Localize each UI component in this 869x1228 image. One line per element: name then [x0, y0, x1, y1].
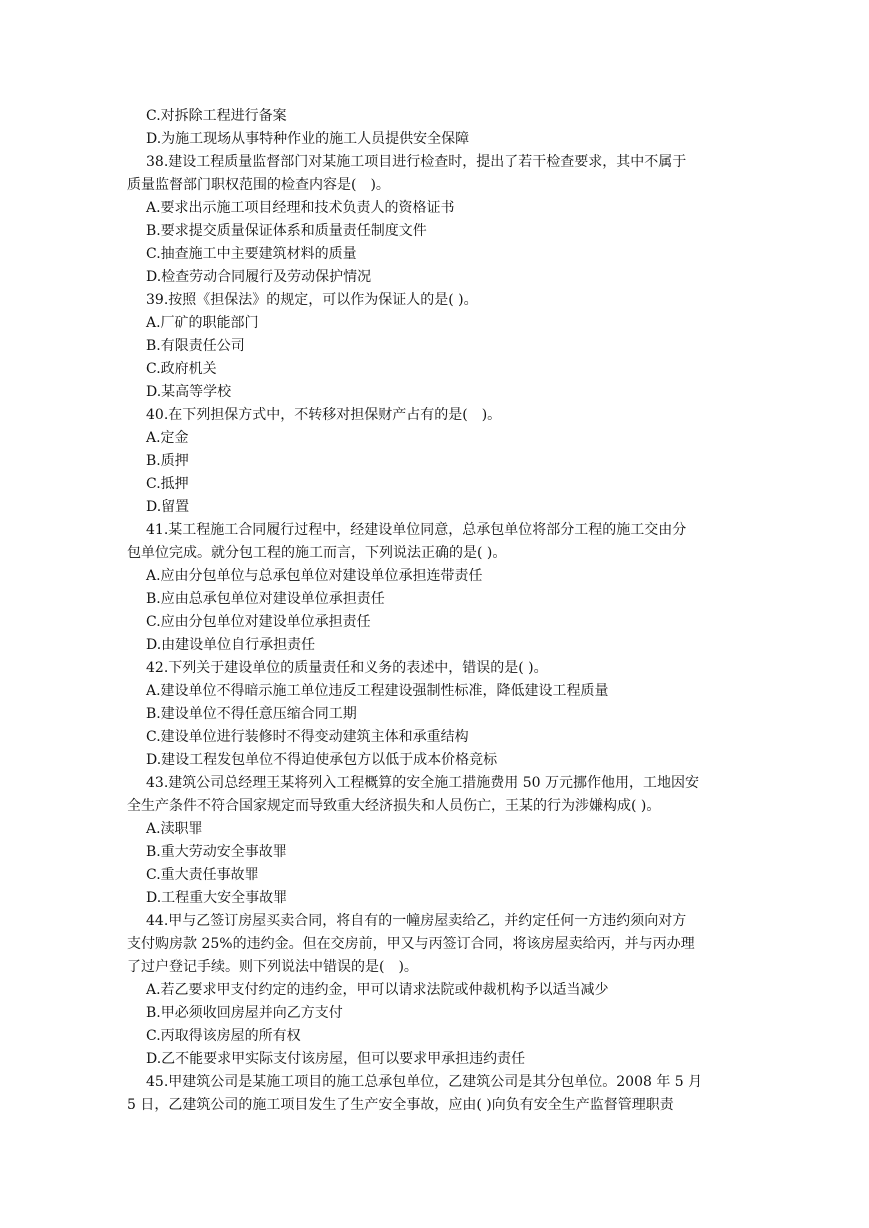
question-stem: 40.在下列担保方式中，不转移对担保财产占有的是( )。 [146, 407, 502, 423]
option-line: A.厂矿的职能部门 [146, 315, 259, 331]
question-stem-continuation: 了过户登记手续。则下列说法中错误的是( )。 [127, 959, 418, 975]
question-stem: 39.按照《担保法》的规定，可以作为保证人的是( )。 [146, 292, 478, 308]
option-line: B.有限责任公司 [146, 338, 245, 354]
option-line: B.应由总承包单位对建设单位承担责任 [146, 591, 385, 607]
question-stem-continuation: 支付购房款 25%的违约金。但在交房前，甲又与丙签订合同，将该房屋卖给丙，并与丙办理 [127, 936, 695, 952]
question-stem: 43.建筑公司总经理王某将列入工程概算的安全施工措施费用 50 万元挪作他用，工地因安 [146, 775, 699, 791]
option-line: C.抵押 [146, 476, 189, 492]
option-line: D.工程重大安全事故罪 [146, 890, 288, 906]
option-line: A.建设单位不得暗示施工单位违反工程建设强制性标准，降低建设工程质量 [146, 683, 609, 699]
option-line: C.应由分包单位对建设单位承担责任 [146, 614, 371, 630]
question-stem-continuation: 质量监督部门职权范围的检查内容是( )。 [127, 177, 390, 193]
question-stem-continuation: 5 日，乙建筑公司的施工项目发生了生产安全事故，应由( )向负有安全生产监督管理职责 [127, 1097, 674, 1113]
option-line: B.甲必须收回房屋并向乙方支付 [146, 1005, 343, 1021]
option-line: A.渎职罪 [146, 821, 203, 837]
option-line: B.重大劳动安全事故罪 [146, 844, 287, 860]
option-line: D.检查劳动合同履行及劳动保护情况 [146, 269, 372, 285]
option-line: D.留置 [146, 499, 190, 515]
option-line: D.某高等学校 [146, 384, 232, 400]
option-line: A.若乙要求甲支付约定的违约金，甲可以请求法院或仲裁机构予以适当减少 [146, 982, 609, 998]
option-line: D.为施工现场从事特种作业的施工人员提供安全保障 [146, 131, 470, 147]
option-line: D.乙不能要求甲实际支付该房屋，但可以要求甲承担违约责任 [146, 1051, 526, 1067]
option-line: C.重大责任事故罪 [146, 867, 259, 883]
option-line: B.建设单位不得任意压缩合同工期 [146, 706, 357, 722]
option-line: C.建设单位进行装修时不得变动建筑主体和承重结构 [146, 729, 469, 745]
question-stem: 44.甲与乙签订房屋买卖合同，将自有的一幢房屋卖给乙，并约定任何一方违约须向对方 [146, 913, 687, 929]
option-line: C.对拆除工程进行备案 [146, 108, 287, 124]
question-stem-continuation: 包单位完成。就分包工程的施工而言，下列说法正确的是( )。 [127, 545, 507, 561]
question-stem: 42.下列关于建设单位的质量责任和义务的表述中，错误的是( )。 [146, 660, 548, 676]
option-line: A.应由分包单位与总承包单位对建设单位承担连带责任 [146, 568, 483, 584]
option-line: D.建设工程发包单位不得迫使承包方以低于成本价格竞标 [146, 752, 498, 768]
option-line: C.抽查施工中主要建筑材料的质量 [146, 246, 357, 262]
option-line: D.由建设单位自行承担责任 [146, 637, 316, 653]
question-stem: 41.某工程施工合同履行过程中，经建设单位同意，总承包单位将部分工程的施工交由分 [146, 522, 687, 538]
question-stem-continuation: 全生产条件不符合国家规定而导致重大经济损失和人员伤亡，王某的行为涉嫌构成( )。 [127, 798, 661, 814]
option-line: A.定金 [146, 430, 189, 446]
question-stem: 45.甲建筑公司是某施工项目的施工总承包单位，乙建筑公司是其分包单位。2008 年 5 月 [146, 1074, 703, 1090]
option-line: C.丙取得该房屋的所有权 [146, 1028, 301, 1044]
document-body [127, 105, 727, 1117]
option-line: B.要求提交质量保证体系和质量责任制度文件 [146, 223, 427, 239]
option-line: A.要求出示施工项目经理和技术负责人的资格证书 [146, 200, 455, 216]
question-stem: 38.建设工程质量监督部门对某施工项目进行检查时，提出了若干检查要求，其中不属于 [146, 154, 687, 170]
option-line: B.质押 [146, 453, 189, 469]
option-line: C.政府机关 [146, 361, 217, 377]
